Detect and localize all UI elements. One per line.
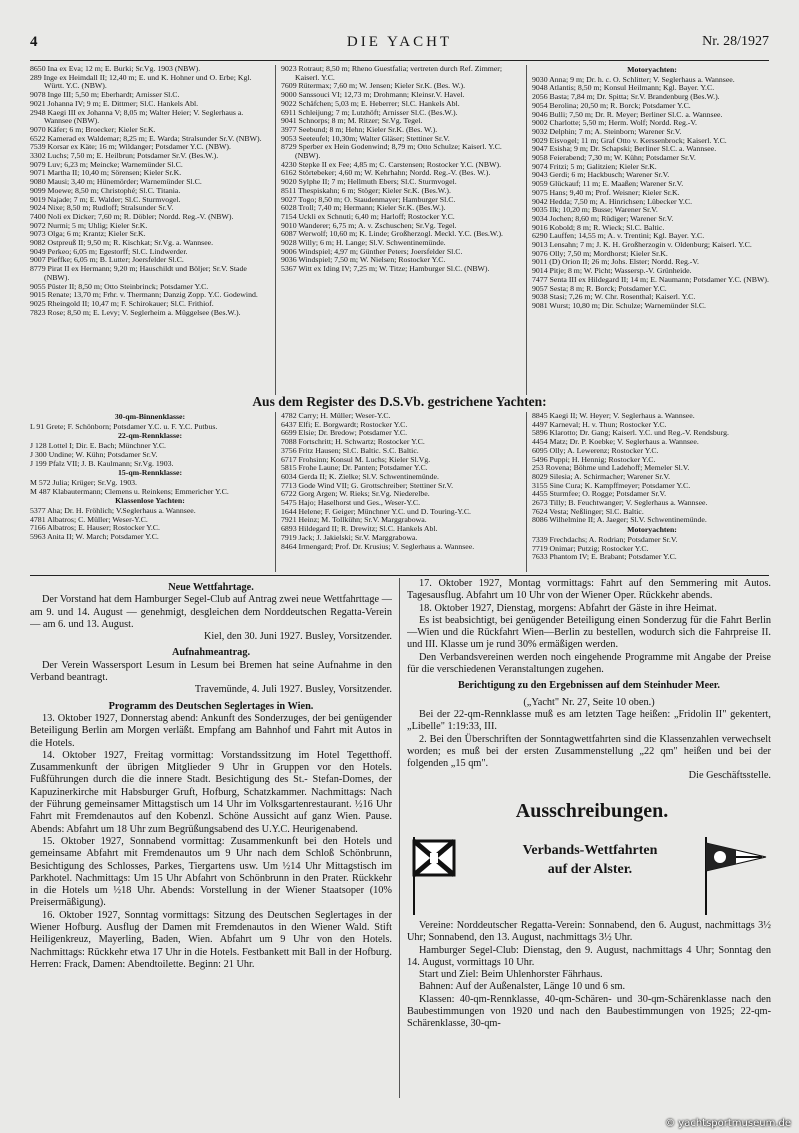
yacht-entry: 9014 Pitje; 8 m; W. Picht; Wassersp.-V. Grünheide. (532, 266, 692, 276)
page-number: 4 (30, 34, 38, 50)
article-heading: Aufnahmeantrag. (171, 647, 251, 659)
yacht-entry: 6034 Gerda II; K. Zielke; Sl.V. Schwentinemünde. (281, 471, 439, 481)
column-divider (526, 65, 527, 395)
article-paragraph: Bei der 22-qm-Rennklasse muß es am letzten Tage heißen: „Fridolin II" gekentert, „Libelle" 1:19:33, III. (407, 708, 771, 733)
yacht-entry: 6522 Kamerad ex Waldemar; 8,25 m; E. Warda; Stralsunder Sr.V. (NBW). (30, 133, 262, 143)
yacht-entry: 9076 Olly; 7,50 m; Mordhorst; Kieler Sr.K. (532, 248, 668, 258)
column-divider (399, 578, 400, 1098)
yacht-entry: 9024 Nixe; 8,50 m; Rudloff; Stralsunder Sr.V. (30, 203, 174, 213)
yacht-entry: 9059 Glückauf; 11 m; E. Maaßen; Warener Sr.V. (532, 179, 684, 189)
yacht-entry: 7823 Rose; 8,50 m; E. Levy; V. Seglerheim a. Müggelsee (Bes.W.). (30, 307, 241, 317)
article-paragraph: Start und Ziel: Beim Uhlenhorster Fährhaus. (419, 969, 603, 981)
right-article (407, 578, 771, 798)
yacht-entry: 9027 Togo; 8,50 m; O. Staudenmayer; Hamburger Sl.C. (281, 194, 456, 204)
yacht-entry: 9072 Nurmi; 5 m; Uhlig; Kieler Sr.K. (30, 220, 148, 230)
yacht-entry: 9035 Ilk; 10,20 m; Busse; Warener Sr.V. (532, 205, 658, 215)
yacht-entry: 9007 Pieffke; 6,05 m; B. Lutter; Joersfelder Sl.C. (30, 255, 184, 265)
class-heading: 15-qm-Rennklasse: (117, 468, 183, 478)
yacht-entry: 6087 Werwolf; 10,60 m; K. Linde; Großherzogl. Meckl. Y.C. (Bes.W.). (281, 229, 503, 239)
yacht-entry: 9043 Gerdi; 6 m; Hackbusch; Warener Sr.V. (532, 170, 670, 180)
yacht-entry: 9073 Olga; 6 m; Krantz; Kieler Sr.K. (30, 229, 146, 239)
yacht-entry: 2948 Kaegi III ex Johanna V; 8,05 m; Walter Heier; V. Seglerhaus a. Wannsee (NBW). (30, 107, 244, 126)
yacht-entry: 6162 Störtebeker; 4,60 m; W. Kehrhahn; Nordd. Reg.-V. (Bes. W.). (281, 168, 491, 178)
yacht-entry: 9080 Mausi; 3,40 m; Hünemörder; Warnemünder Sl.C. (30, 177, 202, 187)
article-paragraph: 14. Oktober 1927, Freitag vormittag: Vorstandssitzung im Hotel Tegetthoff. Zusammenkunft der übrigen Mitglieder 9 Uhr in Gruppen vor den Hotels. Fußführungen durch die die innere Stadt. Besichtigung des St.- Stefan-Domes, der Kapuzinerkirche mit Habsburger Gruft, Hofburg, Schatzkammer. Nachmittags: Nach der Führung gemeinsamer Mittagstisch um 14 Uhr im Volksgartenrestaurant. ½16 Uhr Fahrt mit Fremdenautos auf den Kobenzl. Schöne Aussicht auf ganz Wien. Pause. Abends: Abfahrt um 18 Uhr zum Begrüßungsabend des U.Y.C. Heurigenabend. (30, 749, 392, 835)
yacht-entry: 253 Rovena; Böhme und Ladehoff; Memeler Sl.V. (532, 463, 690, 473)
yacht-entry: 9074 Fritzi; 5 m; Galitzien; Kieler Sr.K. (532, 161, 657, 171)
yacht-entry: 7539 Korsar ex Käte; 16 m; Wildanger; Potsdamer Y.C. (NBW). (30, 142, 231, 152)
yacht-entry: 9016 Kobold; 8 m; R. Wieck; Sl.C. Baltic. (532, 222, 665, 232)
yacht-entry: 7088 Fortschritt; H. Schwartz; Rostocker Y.C. (281, 437, 425, 447)
yacht-entry: 9011 (D) Orion II; 26 m; Johs. Elster; Nordd. Reg.-V. (532, 257, 699, 267)
yacht-entry: 8511 Thespiskahn; 6 m; Stöger; Kieler Sr.K. (Bes.W.). (281, 185, 451, 195)
yacht-entry: 9000 Sanssouci VI; 12,73 m; Drohmann; Kleinsr.V. Havel. (281, 90, 465, 100)
yacht-entry: 9099 Moewe; 8,50 m; Christophé; Sl.C. Titania. (30, 185, 181, 195)
yacht-entry: 7609 Rütermax; 7,60 m; W. Jensen; Kieler Sr.K. (Bes. W.). (281, 81, 466, 91)
yacht-entry: 6911 Schleijung; 7 m; Lutzhöft; Arnisser Sl.C. (Bes.W.). (281, 107, 458, 117)
yacht-entry: 6893 Hildegard II; R. Drewitz; Sl.C. Hankels Abl. (281, 524, 438, 534)
yacht-entry: 9028 Willy; 6 m; H. Lange; Sl.V. Schwentinemünde. (281, 238, 446, 248)
yacht-entry: 5377 Aha; Dr. H. Fröhlich; V.Seglerhaus a. Wannsee. (30, 506, 196, 516)
article-paragraph: Vereine: Norddeutscher Regatta-Verein: Sonnabend, den 6. August, nachmittags 3½ Uhr; Sonnabend, den 13. August, nachmittags 3½ Uhr. (407, 920, 771, 944)
article-paragraph: Es ist beabsichtigt, bei genügender Beteiligung einen Sonderzug für die Fahrt Berlin—Wien und die Rückfahrt Wien—Berlin zu bestellen, wodurch sich die Fahrpreise II. und III. Klasse um je rund 30% ermäßigen werden. (407, 614, 771, 651)
yacht-entry: 9048 Atlantis; 8,50 m; Konsul Heilmann; Kgl. Bayer. Y.C. (532, 83, 715, 93)
column-divider (275, 412, 276, 572)
yacht-list-column-3 (532, 65, 772, 395)
yacht-entry: 8650 Ina ex Eva; 12 m; E. Burki; Sr.Vg. 1903 (NBW). (30, 65, 201, 73)
article-heading: Programm des Deutschen Seglertages in Wien. (108, 700, 314, 712)
yacht-entry: 9058 Feierabend; 7,30 m; W. Kühn; Potsdamer Sr.V. (532, 153, 696, 163)
yacht-entry: 9070 Käfer; 6 m; Broecker; Kieler Sr.K. (30, 124, 156, 134)
verbands-wettfahrten-heading: Verbands-Wettfahrten auf der Alster. (522, 843, 658, 877)
yacht-entry: 7166 Albatros; E. Hauser; Rostocker Y.C. (30, 523, 160, 533)
yacht-entry: 9025 Rheingold II; 10,47 m; F. Schirokauer; Sl.C. Frithiof. (30, 298, 214, 308)
yacht-entry: 5963 Anita II; W. March; Potsdamer Y.C. (30, 532, 159, 542)
yacht-entry: 4782 Carry; H. Müller; Weser-Y.C. (281, 412, 391, 420)
yacht-entry: 5496 Puppi; H. Hennig; Rostocker Y.C. (532, 454, 656, 464)
yacht-entry: 8464 Irmengard; Prof. Dr. Krusius; V. Seglerhaus a. Wannsee. (281, 541, 475, 551)
article-paragraph: Hamburger Segel-Club: Dienstag, den 9. August, nachmittags 4 Uhr; Sonntag den 14. August, vormittags 10 Uhr. (407, 944, 771, 968)
register-column-2 (281, 412, 521, 572)
regatta-announcement (407, 920, 771, 1100)
yacht-entry: 9081 Wurst; 10,80 m; Dir. Schulze; Warnemünder Sl.C. (532, 300, 706, 310)
yacht-entry: 7919 Jack; J. Jakielski; Sr.V. Marggrabowa. (281, 532, 418, 542)
yacht-entry: 9021 Johanna IV; 9 m; E. Dittmer; Sl.C. Hankels Abl. (30, 98, 199, 108)
yacht-entry: 7624 Vesta; Neßlinger; Sl.C. Baltic. (532, 506, 644, 516)
yacht-entry: 9079 Luv; 6,23 m; Meincke; Warnemünder Sl.C. (30, 159, 183, 169)
signature: Kiel, den 30. Juni 1927. Busley, Vorsitzender. (204, 631, 392, 643)
register-title: Aus dem Register des D.S.Vb. gestrichene Yachten: (252, 394, 547, 409)
yacht-entry: 4230 Stepke II ex Fee; 4,85 m; C. Carstensen; Rostocker Y.C. (NBW). (281, 159, 502, 169)
class-heading: Klassenlose Yachten: (115, 496, 185, 506)
article-paragraph: Der Verein Wassersport Lesum in Lesum bei Bremen hat seine Aufnahme in den Verband beantragt. (30, 659, 392, 684)
yacht-entry: 1644 Helene; F. Geiger; Münchner Y.C. und D. Touring-Y.C. (281, 506, 471, 516)
register-column-3 (532, 412, 772, 572)
column-divider (275, 65, 276, 395)
yacht-entry: 8086 Wilhelmine II; A. Jaeger; Sl.V. Schwentinemünde. (532, 515, 707, 525)
article-paragraph: 13. Oktober 1927, Donnerstag abend: Ankunft des Sonderzuges, der bei genügender Beteiligung Berlin am Morgen verläßt. Empfang am Bahnhof und Fahrt mit Autos in die Hotels. (30, 712, 392, 749)
yacht-entry: 4497 Karneval; H. v. Thun; Rostocker Y.C. (532, 419, 667, 429)
yacht-entry: 9055 Püster II; 8,50 m; Otto Steinbrinck; Potsdamer Y.C. (30, 281, 209, 291)
yacht-entry: 9041 Schnorps; 8 m; M. Ritzer; Sr.Vg. Tegel. (281, 116, 423, 126)
yacht-entry: 9015 Renate; 13,70 m; Frhr. v. Thermann; Danzig Zopp. Y.C. Godewind. (30, 290, 258, 300)
header-rule (30, 60, 769, 61)
article-paragraph: 2. Bei den Überschriften der Sonntagwettfahrten sind die Klassenzahlen verwechselt worden; es muß bei der ersten Zusammenstellung „22 qm" heißen und bei der folgenden „15 qm". (407, 733, 771, 770)
yacht-entry: 9036 Windspiel; 7,50 m; W. Nielsen; Rostocker Y.C. (281, 255, 446, 265)
yacht-entry: 9071 Martha II; 10,40 m; Sörensen; Kieler Sr.K. (30, 168, 182, 178)
yacht-entry: 9006 Windspiel; 4,97 m; Günther Peters; Joersfelder Sl.C. (281, 246, 463, 256)
issue-number: Nr. 28/1927 (702, 34, 769, 49)
yacht-entry: 9057 Sesta; 8 m; R. Borck; Potsdamer Y.C. (532, 283, 667, 293)
yacht-entry: 2056 Basta; 7,84 m; Dr. Spitta; Sr.V. Brandenburg (Bes.W.). (532, 92, 720, 102)
yacht-entry: M 572 Julia; Krüger; Sr.Vg. 1903. (30, 477, 137, 487)
yacht-entry: 7154 Uckli ex Schnuti; 6,40 m; Harloff; Rostocker Y.C. (281, 211, 455, 221)
yacht-entry: 7339 Frechdachs; A. Rodrian; Potsdamer Sr.V. (532, 534, 678, 544)
yacht-entry: 9034 Jochen; 8,60 m; Rüdiger; Warener Sr.V. (532, 213, 674, 223)
yacht-entry: 8779 Pirat II ex Hermann; 9,20 m; Hauschildt und Böljer; Sr.V. Stade (NBW). (30, 264, 247, 282)
yacht-entry: L 91 Grete; F. Schönborn; Potsdamer Y.C. u. F. Y.C. Putbus. (30, 421, 218, 431)
class-heading: 22-qm-Rennklasse: (117, 431, 183, 441)
yacht-entry: 6028 Troll; 7,40 m; Hermann; Kieler Sr.K. (Bes.W.). (281, 203, 446, 213)
yacht-entry: 9019 Najade; 7 m; E. Walder; Sl.C. Sturmvogel. (30, 194, 181, 204)
class-heading: Motoryachten: (627, 525, 677, 535)
yacht-entry: 4781 Albatros; C. Müller; Weser-Y.C. (30, 514, 148, 524)
page-header (30, 34, 769, 54)
yacht-entry: 9020 Sylphe II; 7 m; Hellmuth Ebers; Sl.C. Sturmvogel. (281, 177, 457, 187)
yacht-entry: 9049 Perkeo; 6,05 m; Egestorff; Sl.C. Lindwerder. (30, 246, 188, 256)
motoryachten-heading: Motoryachten: (627, 65, 677, 74)
signature: Die Geschäftsstelle. (688, 770, 771, 782)
yacht-entry: 8845 Kaegi II; W. Heyer; V. Seglerhaus a. Wannsee. (532, 412, 695, 420)
article-paragraph: 16. Oktober 1927, Sonntag vormittags: Sitzung des Deutschen Seglertages in der Wiener Hofburg. Ausflug der Damen mit Fremdenautos in den Wiener Wald. Stift Heiligenkreuz, Mayerling, Baden, Wien. Abfahrt um 9 Uhr von den Hotels. Nachmittags: Rückkehr etwa 17 Uhr in die Hotels. Festbankett mit Ball in der Hofburg. Herren: Frack, Damen: Abendtoilette. Beginn: 21 Uhr. (30, 909, 392, 970)
yacht-entry: 6699 Elsie; Dr. Bredow; Potsdamer Y.C. (281, 428, 408, 438)
yacht-entry: 8729 Sperber ex Hein Godenwind; 8,79 m; Otto Schulze; Kaiserl. Y.C. (NBW). (281, 142, 502, 161)
yacht-entry: 9046 Bulli; 7,50 m; Dr. R. Meyer; Berliner Sl.C. a. Wannsee. (532, 109, 723, 119)
yacht-entry: 9002 Charlotte; 5,50 m; Herm. Wolf; Nordd. Reg.-V. (532, 118, 697, 128)
article-paragraph: 17. Oktober 1927, Montag vormittags: Fahrt auf den Semmering mit Autos. Tagesausflug. Abfahrt um 10 Uhr von der Wiener Oper. Rückkehr abends. (407, 578, 771, 602)
yacht-entry: M 487 Klabautermann; Clemens u. Reinkens; Emmericher Y.C. (30, 486, 229, 496)
yacht-entry: 3756 Fritz Hausen; Sl.C. Baltic. S.C. Baltic. (281, 445, 419, 455)
yacht-entry: 2673 Tilly; B. Feuchtwanger; V. Seglerhaus a. Wannsee. (532, 498, 708, 508)
yacht-entry: 6717 Frohsinn; Konsul M. Luchs; Kieler Sl.Vg. (281, 454, 431, 464)
article-note: („Yacht" Nr. 27, Seite 10 oben.) (523, 696, 655, 708)
article-heading: Berichtigung zu den Ergebnissen auf dem Steinhuder Meer. (457, 680, 720, 692)
yacht-entry: 9082 Ostpreuß II; 9,50 m; R. Kischkat; Sr.Vg. a. Wannsee. (30, 238, 214, 248)
section-rule (30, 575, 769, 576)
yacht-entry: 6722 Gorg Argen; W. Rieks; Sr.Vg. Niederelbe. (281, 489, 430, 499)
yacht-entry: 7400 Noli ex Dicker; 7,60 m; R. Döbler; Nordd. Reg.-V. (NBW). (30, 211, 234, 221)
yacht-list-column-2 (281, 65, 521, 395)
yacht-entry: 9022 Schäfchen; 5,03 m; E. Heberrer; Sl.C. Hankels Abl. (281, 98, 460, 108)
article-heading: Neue Wettfahrtage. (168, 582, 254, 593)
yacht-entry: 9023 Rotraut; 8,50 m; Rheno Guestfalia; vertreten durch Ref. Zimmer; Kaiserl. Y.C. (281, 65, 503, 82)
watermark: © yachtsportmuseum.de (665, 1118, 791, 1129)
class-heading: 30-qm-Binnenklasse: (114, 412, 186, 421)
yacht-entry: 6290 Lauffen; 14,55 m; A. v. Trentini; Kgl. Bayer. Y.C. (532, 231, 705, 241)
ausschreibungen-heading: Ausschreibungen. (515, 800, 669, 822)
yacht-entry: 9078 Inge III; 5,50 m; Eberhardt; Arnisser Sl.C. (30, 90, 180, 100)
magazine-title: DIE YACHT (346, 34, 453, 50)
yacht-entry: 5815 Frohe Laune; Dr. Panten; Potsdamer Y.C. (281, 463, 428, 473)
yacht-entry: J 199 Pfalz VII; J. B. Kaulmann; Sr.Vg. 1903. (30, 458, 174, 468)
article-paragraph: 18. Oktober 1927, Dienstag, morgens: Abfahrt der Gäste in ihre Heimat. (419, 602, 717, 614)
article-paragraph: Den Verbandsvereinen werden noch eingehende Programme mit Angabe der Preise für die verschiedenen Veranstaltungen zugehen. (407, 651, 771, 676)
article-paragraph: Klassen: 40-qm-Rennklasse, 40-qm-Schären- und 30-qm-Schärenklasse nach den Baubestimmungen von 1920 und nach den Baubestimmungen von 1925; 22-qm-Schärenklasse, 30-qm- (407, 993, 771, 1030)
yacht-entry: 9038 Stasi; 7,26 m; W. Chr. Rosenthal; Kaiserl. Y.C. (532, 292, 696, 302)
yacht-entry: 7633 Phantom IV; E. Brabant; Potsdamer Y.C. (532, 552, 677, 562)
yacht-entry: 5475 Hajo; Haselhorst und Ges., Weser-Y.C. (281, 498, 421, 508)
yacht-entry: 7719 Onimar; Putzig; Rostocker Y.C. (532, 543, 649, 553)
yacht-entry: 4455 Sturmfee; O. Rogge; Potsdamer Sr.V. (532, 489, 667, 499)
article-paragraph: 15. Oktober 1927, Sonnabend vormittag: Zusammenkunft bei den Hotels und gemeinsame Abfahrt mit Fremdenautos um 9 Uhr nach dem Schloß Schönbrunn, Besichtigung des Schlosses, Parkes, Tiergartens usw. Um ½14 Uhr Mittagstisch im Parkhotel. Nachmittags: Um 15 Uhr Abfahrt von Schönbrunn in den Prater. Rückkehr in die Hotels um ½18 Uhr. Abends: Vorstellung in der Wiener Staatsoper (10% Preisermäßigung). (30, 835, 392, 909)
yacht-entry: 3977 Seebund; 8 m; Hehn; Kieler Sr.K. (Bes. W.). (281, 124, 438, 134)
yacht-entry: 3302 Luchs; 7,50 m; E. Heilbrun; Potsdamer Sr.V. (Bes.W.). (30, 151, 219, 161)
left-article (30, 578, 392, 1098)
yacht-entry: 9042 Hedda; 7,50 m; A. Hinrichsen; Lübecker Y.C. (532, 196, 693, 206)
yacht-entry: J 300 Undine; W. Kühn; Potsdamer Sr.V. (30, 449, 158, 459)
yacht-entry: J 128 Lottel I; Dir. E. Bach; Münchner Y.C. (30, 441, 166, 451)
article-paragraph: Der Vorstand hat dem Hamburger Segel-Club auf Antrag zwei neue Wettfahrttage — am 9. und 14. August — genehmigt, desgleichen dem Norddeutschen Regatta-Verein — am 6. und 13. August. (30, 594, 392, 630)
signature: Travemünde, 4. Juli 1927. Busley, Vorsitzender. (194, 684, 392, 696)
yacht-entry: 9013 Lensahn; 7 m; J. K. H. Großherzogin v. Oldenburg; Kaiserl. Y.C. (532, 240, 752, 250)
yacht-entry: 289 Inge ex Heimdall II; 12,40 m; E. und K. Hohner und O. Erbe; Kgl. Württ. Y.C. (NBW). (30, 72, 252, 91)
yacht-entry: 6437 Elfi; E. Borgwardt; Rostocker Y.C. (281, 419, 408, 429)
yacht-entry: 7477 Senta III ex Hildegard II; 14 m; E. Naumann; Potsdamer Y.C. (NBW). (532, 274, 769, 284)
yacht-entry: 6095 Olly; A. Lewerenz; Rostocker Y.C. (532, 445, 659, 455)
yacht-entry: 9053 Seeteufel; 10,30m; Walter Gläser; Stettiner Sr.V. (281, 133, 450, 143)
column-divider (526, 412, 527, 572)
yacht-entry: 4454 Matz; Dr. P. Koebke; V. Seglerhaus a. Wannsee. (532, 437, 699, 447)
pennant-flag-icon (408, 835, 468, 915)
yacht-entry: 7921 Heinz; M. Tollkühn; Sr.V. Marggrabowa. (281, 515, 427, 525)
yacht-entry: 9054 Berolina; 20,50 m; R. Borck; Potsdamer Y.C. (532, 100, 691, 110)
register-column-1 (30, 412, 270, 572)
article-paragraph: Bahnen: Auf der Außenalster, Länge 10 und 6 sm. (419, 981, 626, 993)
yacht-entry: 9047 Esisha; 9 m; Dr. Schapski; Berliner Sl.C. a. Wannsee. (532, 144, 717, 154)
yacht-list-column-1 (30, 65, 270, 395)
yacht-entry: 8029 Silesia; A. Schirmacher; Warener Sr.V. (532, 471, 671, 481)
yacht-entry: 5367 Witt ex Iding IV; 7,25 m; W. Titze; Hamburger Sl.C. (NBW). (281, 264, 490, 274)
yacht-entry: 9029 Eisvogel; 11 m; Graf Otto v. Kerssenbrock; Kaiserl. Y.C. (532, 135, 727, 145)
yacht-entry: 9032 Delphin; 7 m; A. Steinborn; Warener Sr.V. (532, 126, 682, 136)
yacht-entry: 9010 Wanderer; 6,75 m; A. v. Zschuschen; Sr.Vg. Tegel. (281, 220, 457, 230)
yacht-entry: 5896 Klarotto; Dr. Gang; Kaiserl. Y.C. und Reg.-V. Rendsburg. (532, 428, 730, 438)
yacht-entry: 9075 Hans; 9,40 m; Prof. Weisner; Kieler Sr.K. (532, 187, 680, 197)
yacht-entry: 9030 Anna; 9 m; Dr. h. c. O. Schlitter; V. Seglerhaus a. Wannsee. (532, 74, 735, 84)
yacht-entry: 7713 Gode Wind VII; G. Grottschreiber; Stettiner Sr.V. (281, 480, 454, 490)
yacht-entry: 3155 Sine Cura; K. Kampffmeyer; Potsdamer Y.C. (532, 480, 691, 490)
